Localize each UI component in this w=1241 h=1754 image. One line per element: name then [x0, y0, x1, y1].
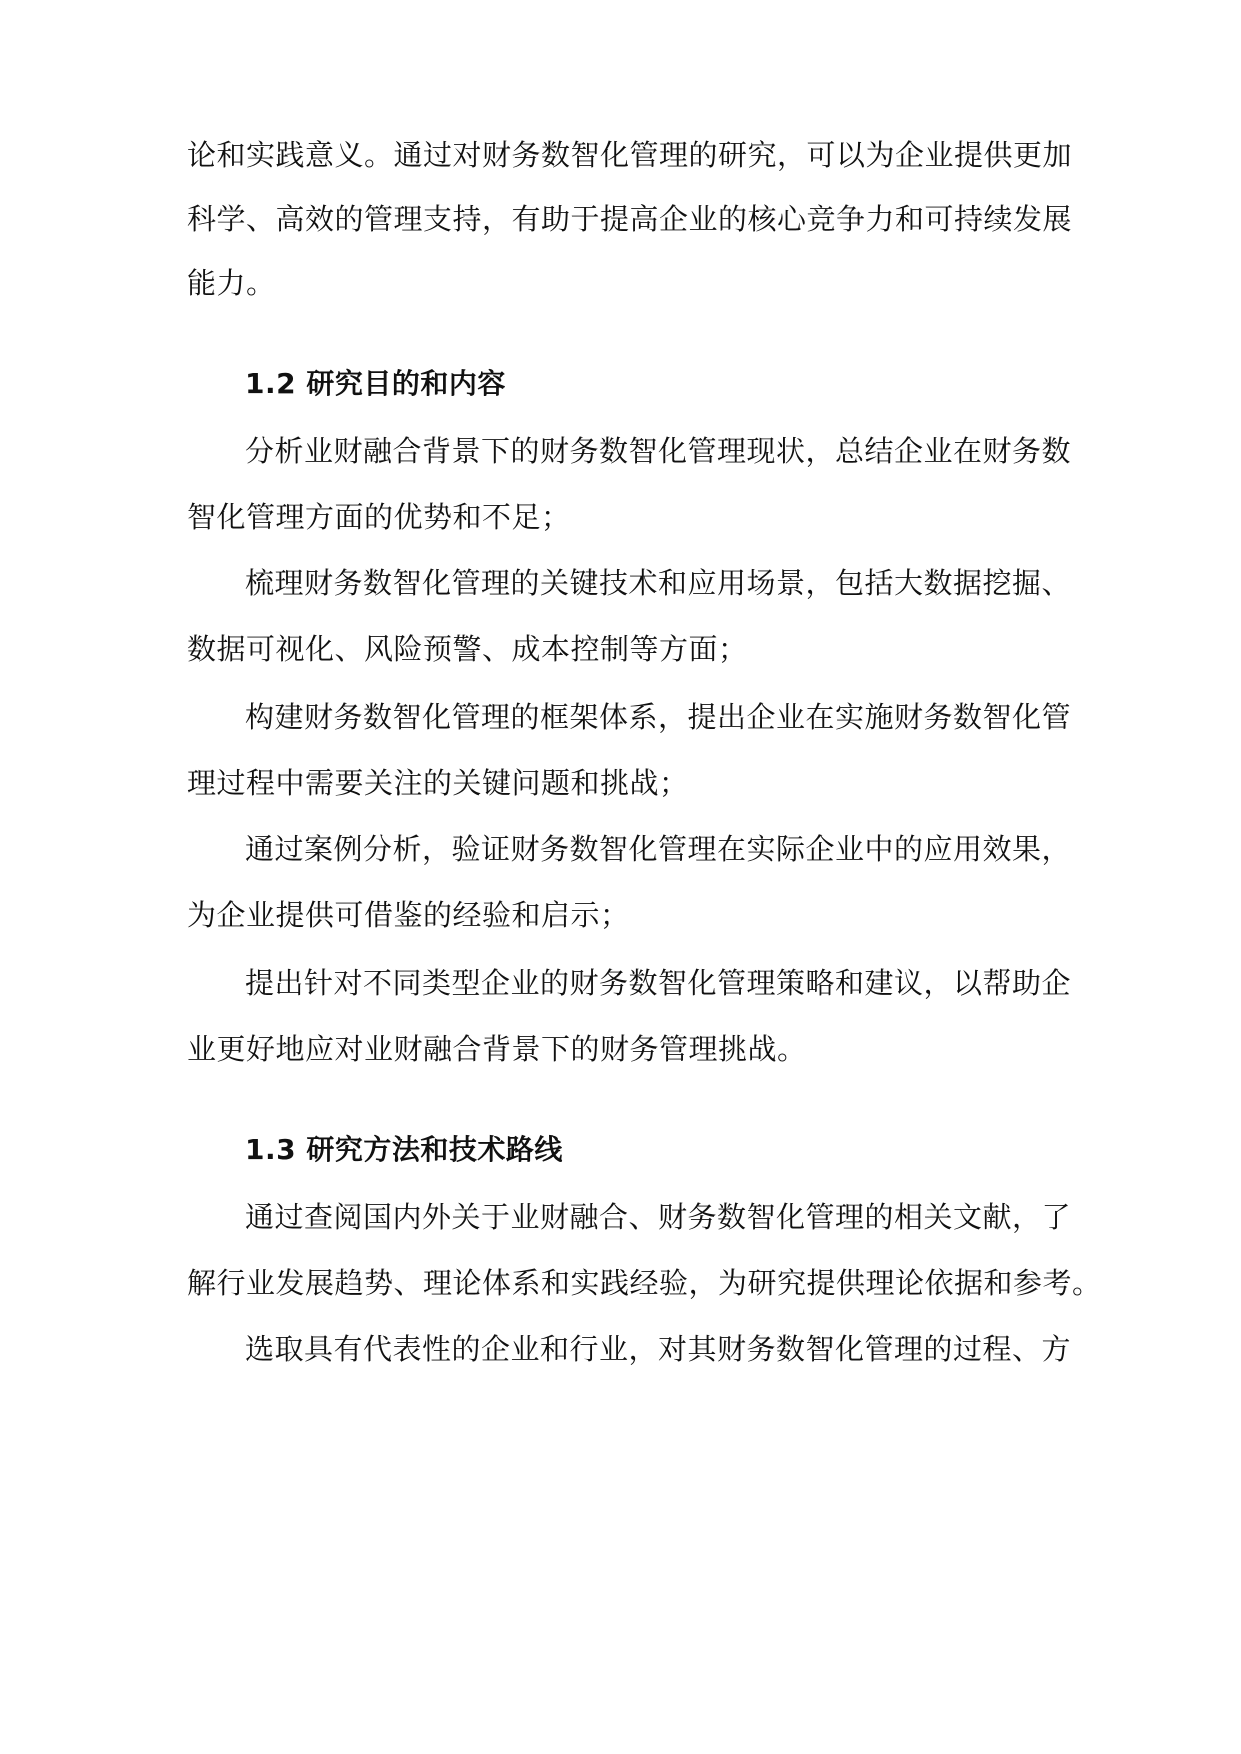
- body-text-line: 通过案例分析，验证财务数智化管理在实际企业中的应用效果，: [245, 832, 1072, 866]
- body-text-line: 解行业发展趋势、理论体系和实践经验，为研究提供理论依据和参考。: [187, 1266, 1102, 1300]
- body-text-line: 提出针对不同类型企业的财务数智化管理策略和建议，以帮助企: [245, 966, 1072, 1000]
- body-text-line: 构建财务数智化管理的框架体系，提出企业在实施财务数智化管: [245, 700, 1072, 734]
- body-text-line: 分析业财融合背景下的财务数智化管理现状，总结企业在财务数: [245, 434, 1072, 468]
- body-text-line: 能力。: [187, 266, 276, 300]
- body-text-line: 智化管理方面的优势和不足；: [187, 500, 571, 534]
- body-text-line: 理过程中需要关注的关键问题和挑战；: [187, 766, 689, 800]
- body-text-line: 论和实践意义。通过对财务数智化管理的研究，可以为企业提供更加: [187, 138, 1073, 172]
- section-heading: 1.3 研究方法和技术路线: [245, 1133, 563, 1166]
- body-text-line: 业更好地应对业财融合背景下的财务管理挑战。: [187, 1032, 807, 1066]
- body-text-line: 数据可视化、风险预警、成本控制等方面；: [187, 632, 748, 666]
- body-text-line: 为企业提供可借鉴的经验和启示；: [187, 898, 630, 932]
- body-text-line: 选取具有代表性的企业和行业，对其财务数智化管理的过程、方: [245, 1332, 1072, 1366]
- body-text-line: 通过查阅国内外关于业财融合、财务数智化管理的相关文献，了: [245, 1200, 1072, 1234]
- body-text-line: 科学、高效的管理支持，有助于提高企业的核心竞争力和可持续发展: [187, 202, 1073, 236]
- body-text-line: 梳理财务数智化管理的关键技术和应用场景，包括大数据挖掘、: [245, 566, 1072, 600]
- section-heading: 1.2 研究目的和内容: [245, 367, 506, 400]
